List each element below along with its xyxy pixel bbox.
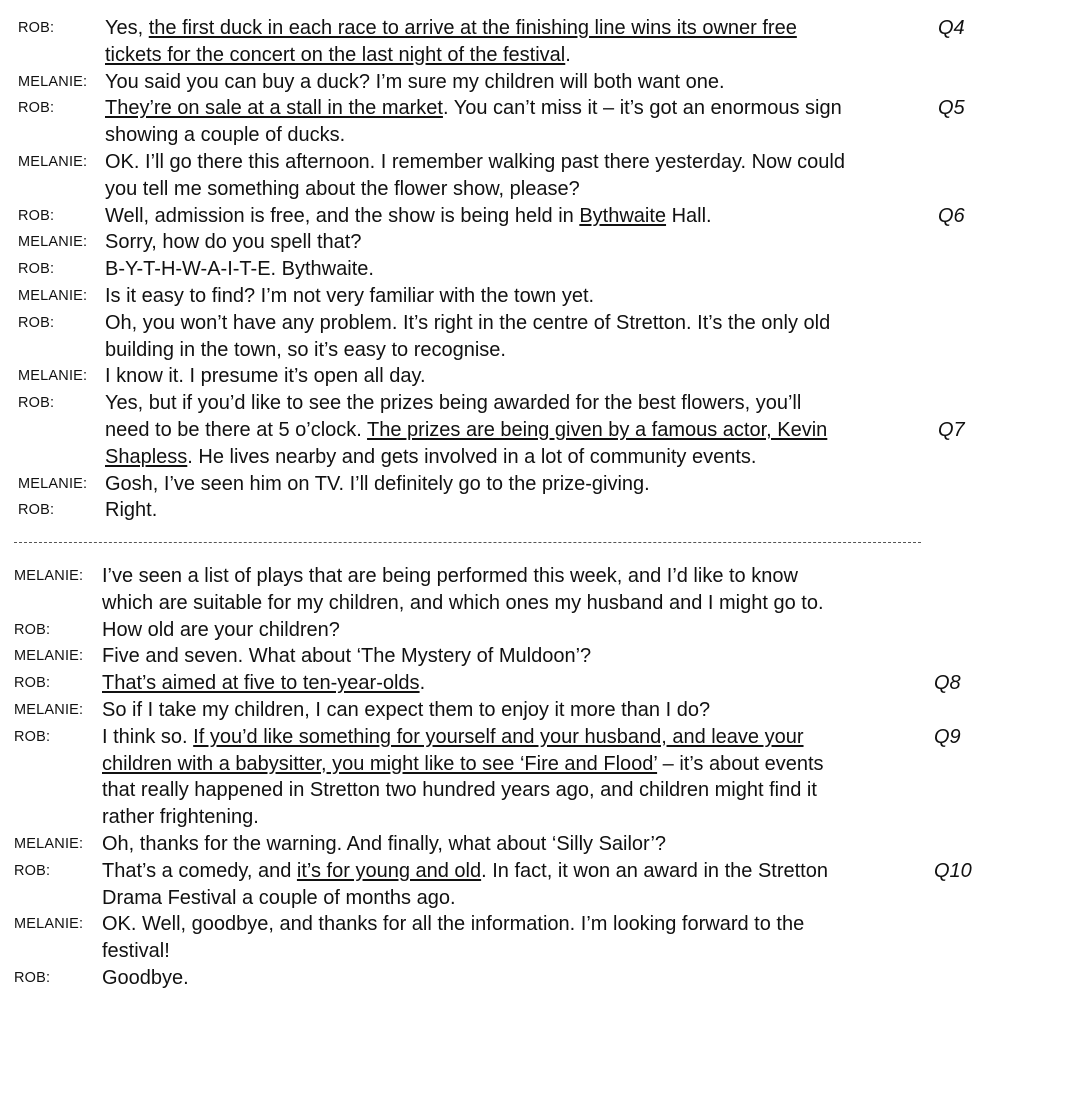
speech-text (105, 69, 935, 96)
speech-line (105, 176, 935, 203)
speech-text (105, 497, 935, 524)
plain-text: showing a couple of ducks. (105, 124, 346, 147)
speech-line (105, 310, 935, 337)
plain-text: – it’s about events (657, 752, 824, 775)
speech-text (105, 390, 935, 470)
speech-line (102, 911, 932, 938)
speech-text (105, 149, 935, 203)
speech-text (105, 229, 935, 256)
dialogue-turn (0, 149, 1068, 203)
speech-text (105, 256, 935, 283)
section-divider (14, 542, 921, 543)
question-number: Q10 (934, 859, 972, 882)
speaker-label: MELANIE: (18, 73, 88, 90)
speech-text (105, 95, 935, 149)
plain-text: Drama Festival a couple of months ago. (102, 886, 456, 909)
plain-text: I’ve seen a list of plays that are being performed this week, and I’d like to know (102, 565, 798, 587)
speaker-label: ROB: (14, 728, 51, 745)
speech-line (102, 777, 932, 804)
dialogue-turn (0, 390, 1068, 470)
dialogue-turn (0, 643, 1068, 670)
answer-underline: If you’d like something for yourself and your husband, and leave your (193, 725, 804, 748)
speech-line (102, 938, 932, 965)
dialogue-turn (0, 471, 1068, 498)
speech-line (102, 751, 932, 778)
answer-underline: They’re on sale at a stall in the market (105, 97, 443, 120)
speaker-label: ROB: (18, 100, 55, 117)
plain-text: that really happened in Stretton two hundred years ago, and children might find it (102, 779, 817, 802)
speech-line (105, 149, 935, 176)
dialogue-turn (0, 697, 1068, 724)
dialogue-turn (0, 203, 1068, 230)
plain-text: Gosh, I’ve seen him on TV. I’ll definitely go to the prize-giving. (105, 472, 650, 495)
dialogue-turn (0, 15, 1068, 69)
speech-text (102, 697, 932, 724)
plain-text: OK. Well, goodbye, and thanks for all the information. I’m looking forward to the (102, 913, 805, 936)
plain-text: Right. (105, 499, 158, 522)
speech-line (105, 42, 935, 69)
speech-line (105, 444, 935, 471)
speaker-label: ROB: (18, 20, 55, 36)
plain-text: Oh, thanks for the warning. And finally, what about ‘Silly Sailor’? (102, 832, 667, 855)
plain-text: Oh, you won’t have any problem. It’s right in the centre of Stretton. It’s the only old (105, 311, 831, 334)
dialogue-turn (0, 283, 1068, 310)
speaker-label: ROB: (14, 969, 51, 986)
speaker-label: MELANIE: (18, 287, 88, 304)
answer-underline: Shapless (105, 445, 188, 468)
question-number: Q6 (938, 204, 965, 227)
answer-underline: it’s for young and old (296, 859, 482, 882)
dialogue-turn (0, 724, 1068, 831)
speaker-label: MELANIE: (14, 835, 84, 852)
speaker-label: ROB: (18, 502, 55, 519)
question-number: Q5 (938, 97, 965, 120)
plain-text: need to be there at 5 o’clock. (105, 418, 368, 441)
plain-text: rather frightening. (102, 806, 259, 829)
speech-line (102, 724, 932, 751)
question-number: Q7 (938, 418, 965, 441)
plain-text: Goodbye. (102, 966, 189, 989)
speaker-label: ROB: (14, 862, 51, 879)
answer-underline: That’s aimed at five to ten-year-olds (102, 672, 420, 695)
speech-line (102, 590, 932, 617)
dialogue-turn (0, 363, 1068, 390)
plain-text: I think so. (102, 725, 194, 748)
speech-text (105, 310, 935, 364)
speaker-label: MELANIE: (18, 153, 88, 170)
speech-text (105, 203, 935, 230)
speech-line (105, 283, 935, 310)
speech-line (102, 965, 932, 992)
speaker-label: MELANIE: (18, 368, 88, 385)
speech-line (105, 69, 935, 96)
question-number: Q9 (934, 725, 961, 748)
speaker-label: MELANIE: (14, 916, 84, 933)
plain-text: . (419, 672, 426, 695)
speech-line (105, 471, 935, 498)
plain-text: Yes, (105, 17, 149, 39)
speaker-label: ROB: (18, 207, 55, 224)
plain-text: So if I take my children, I can expect them to enjoy it more than I do? (102, 698, 711, 721)
speaker-label: ROB: (18, 395, 55, 412)
answer-underline: The prizes are being given by a famous actor, Kevin (367, 418, 828, 441)
dialogue-turn (0, 858, 1068, 912)
speech-line (105, 203, 935, 230)
speech-text (102, 965, 932, 992)
dialogue-turn (0, 617, 1068, 644)
plain-text: . (565, 43, 571, 66)
plain-text: I know it. I presume it’s open all day. (105, 365, 426, 388)
answer-underline: tickets for the concert on the last night of the festival (105, 43, 566, 66)
speech-line (105, 497, 935, 524)
question-number: Q8 (934, 672, 961, 695)
speaker-label: MELANIE: (14, 568, 84, 584)
speech-text (105, 283, 935, 310)
dialogue-turn (0, 95, 1068, 149)
speech-line (102, 697, 932, 724)
speaker-label: ROB: (14, 675, 51, 692)
plain-text: which are suitable for my children, and which ones my husband and I might go to. (102, 591, 824, 614)
dialogue-turn (0, 310, 1068, 364)
speech-text (105, 363, 935, 390)
speech-line (102, 804, 932, 831)
speech-line (105, 390, 935, 417)
plain-text: B-Y-T-H-W-A-I-T-E. Bythwaite. (105, 258, 374, 281)
speaker-label: MELANIE: (14, 701, 84, 718)
speech-line (105, 256, 935, 283)
speech-line (105, 337, 935, 364)
speaker-label: ROB: (18, 261, 55, 278)
dialogue-turn (0, 229, 1068, 256)
speech-text (102, 670, 932, 697)
plain-text: . You can’t miss it – it’s got an enormous sign (442, 97, 842, 120)
speech-text (105, 471, 935, 498)
answer-underline: the first duck in each race to arrive at the finishing line wins its owner free (148, 17, 797, 39)
dialogue-turn (0, 69, 1068, 96)
plain-text: Sorry, how do you spell that? (105, 231, 362, 254)
dialogue-turn (0, 497, 1068, 524)
dialogue-turn (0, 965, 1068, 992)
speech-text (102, 858, 932, 912)
speech-line (105, 229, 935, 256)
speech-line (102, 670, 932, 697)
dialogue-turn (0, 911, 1068, 965)
speech-line (105, 417, 935, 444)
speaker-label: MELANIE: (14, 648, 84, 665)
plain-text: you tell me something about the flower show, please? (105, 177, 580, 200)
plain-text: That’s a comedy, and (102, 859, 297, 882)
plain-text: How old are your children? (102, 618, 340, 641)
speaker-label: ROB: (18, 314, 55, 331)
transcript-section-1 (0, 15, 1068, 524)
speech-line (102, 885, 932, 912)
plain-text: festival! (102, 940, 170, 963)
speech-line (102, 858, 932, 885)
dialogue-turn (0, 831, 1068, 858)
speech-line (102, 831, 932, 858)
answer-underline: Bythwaite (579, 204, 667, 227)
speech-line (105, 95, 935, 122)
dialogue-turn (0, 256, 1068, 283)
plain-text: You said you can buy a duck? I’m sure my children will both want one. (105, 70, 725, 93)
dialogue-turn (0, 670, 1068, 697)
plain-text: . He lives nearby and gets involved in a lot of community events. (187, 445, 757, 468)
speech-text (102, 724, 932, 831)
plain-text: Yes, but if you’d like to see the prizes being awarded for the best flowers, you’ll (105, 392, 802, 415)
plain-text: Well, admission is free, and the show is being held in (105, 204, 580, 227)
speech-line (102, 617, 932, 644)
plain-text: Five and seven. What about ‘The Mystery of Muldoon’? (102, 645, 592, 668)
speech-text (102, 831, 932, 858)
speech-text (102, 563, 932, 617)
speech-line (105, 122, 935, 149)
speaker-label: MELANIE: (18, 234, 88, 251)
speech-line (105, 15, 935, 42)
speaker-label: ROB: (14, 621, 51, 638)
question-number: Q4 (938, 17, 965, 39)
speech-line (105, 363, 935, 390)
speaker-label: MELANIE: (18, 475, 88, 492)
plain-text: building in the town, so it’s easy to recognise. (105, 338, 506, 361)
plain-text: OK. I’ll go there this afternoon. I remember walking past there yesterday. Now could (105, 150, 845, 173)
dialogue-turn (0, 563, 1068, 617)
answer-underline: children with a babysitter, you might like to see ‘Fire and Flood’ (102, 752, 658, 775)
transcript-section-2 (0, 563, 1068, 992)
speech-text (102, 911, 932, 965)
plain-text: Hall. (666, 204, 712, 227)
speech-text (102, 617, 932, 644)
speech-text (105, 15, 935, 69)
speech-line (102, 563, 932, 590)
plain-text: Is it easy to find? I’m not very familiar with the town yet. (105, 284, 595, 307)
speech-line (102, 643, 932, 670)
plain-text: . In fact, it won an award in the Stretton (481, 859, 828, 882)
speech-text (102, 643, 932, 670)
